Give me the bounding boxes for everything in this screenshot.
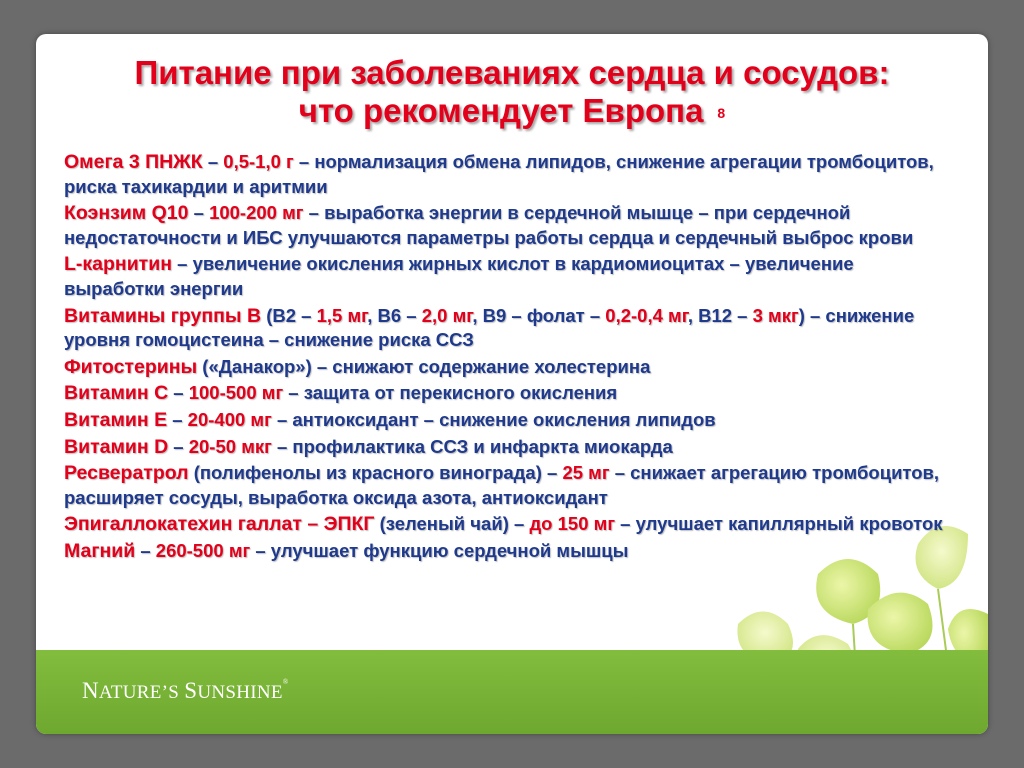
footer-band — [36, 650, 988, 734]
item-name: Витамины группы В — [64, 304, 262, 327]
list-item: Витамин С – 100-500 мг – защита от перекисного окисления — [64, 382, 618, 405]
item-description: – улучшает функцию сердечной мышцы — [250, 539, 629, 561]
recommendation-list — [64, 150, 954, 566]
title-line-2 — [36, 92, 988, 132]
list-item: Витамин Е – 20-400 мг – антиоксидант – снижение окисления липидов — [64, 408, 716, 431]
title-line-1: Питание при заболеваниях сердца и сосудов: — [134, 54, 890, 91]
slide-number: 8 — [717, 105, 726, 122]
item-dose: 20-50 мкг — [188, 435, 272, 457]
item-name: Витамин Е — [64, 408, 168, 431]
item-name: Коэнзим Q10 — [64, 202, 189, 225]
item-description: – увеличение окисления жирных кислот в кардиомиоцитах – увеличение выработки энергии — [64, 253, 854, 299]
slide-title — [36, 54, 988, 132]
item-name: L-карнитин — [64, 253, 173, 276]
list-item: Омега 3 ПНЖК – 0,5-1,0 г – нормализация обмена липидов, снижение агрегации тромбоцитов, риска тахикардии и аритмии — [64, 151, 934, 197]
item-dose: 260-500 мг — [155, 539, 251, 561]
list-item: Коэнзим Q10 – 100-200 мг – выработка энергии в сердечной мышце – при сердечной недостаточности и ИБС улучшаются параметры работы сердца и сердечный выброс крови — [64, 202, 914, 248]
item-name: Эпигаллокатехин галлат – ЭПКГ — [64, 513, 375, 536]
item-name: Фитостерины — [64, 355, 198, 378]
list-item: Эпигаллокатехин галлат – ЭПКГ (зеленый чай) – до 150 мг – улучшает капиллярный кровоток — [64, 513, 943, 536]
item-name: Магний — [64, 539, 136, 562]
list-item: Витамин D – 20-50 мкг – профилактика ССЗ и инфаркта миокарда — [64, 435, 673, 458]
item-description: – снижает агрегацию тромбоцитов, расширяет сосуды, выработка оксида азота, антиоксидант — [64, 462, 940, 508]
item-description: – защита от перекисного окисления — [283, 382, 618, 404]
item-dose: до 150 мг — [529, 513, 616, 535]
item-dose: 0,5-1,0 г — [223, 151, 294, 172]
title-line-2-text: что рекомендует Европа — [298, 92, 704, 129]
brand-logo: NATURE’S SUNSHINE® — [82, 678, 289, 703]
item-description: – выработка энергии в сердечной мышце – при сердечной недостаточности и ИБС улучшаются параметры работы сердца и сердечный выброс крови — [64, 202, 914, 248]
item-dose: 3 мкг — [752, 304, 799, 326]
item-name: Витамин D — [64, 435, 169, 458]
item-dose: 2,0 мг — [421, 304, 473, 326]
list-item: Ресвератрол (полифенолы из красного винограда) – 25 мг – снижает агрегацию тромбоцитов, расширяет сосуды, выработка оксида азота, антиоксидант — [64, 462, 940, 508]
item-dose: 25 мг — [562, 462, 610, 484]
item-dose: 0,2-0,4 мг — [605, 304, 688, 326]
item-name: Омега 3 ПНЖК — [64, 151, 203, 173]
item-description: – улучшает капиллярный кровоток — [615, 513, 943, 535]
item-dose: 1,5 мг — [316, 304, 368, 326]
item-dose: 20-400 мг — [187, 408, 272, 430]
item-description: – нормализация обмена липидов, снижение агрегации тромбоцитов, риска тахикардии и аритмии — [64, 151, 934, 197]
item-name: Витамин С — [64, 382, 169, 405]
item-dose: 100-200 мг — [209, 202, 304, 224]
slide — [36, 34, 988, 734]
item-description: («Данакор») – снижают содержание холестерина — [197, 355, 651, 377]
list-item: Витамины группы В (В2 – 1,5 мг, В6 – 2,0 мг, В9 – фолат – 0,2-0,4 мг, В12 – 3 мкг) – снижение уровня гомоцистеина – снижение риска ССЗ — [64, 304, 915, 351]
item-description: – антиоксидант – снижение окисления липидов — [271, 408, 716, 430]
list-item: Магний – 260-500 мг – улучшает функцию сердечной мышцы — [64, 539, 629, 562]
item-name: Ресвератрол — [64, 462, 189, 485]
list-item — [64, 355, 954, 380]
item-dose: 100-500 мг — [188, 382, 284, 404]
list-item — [64, 252, 954, 301]
item-description: – профилактика ССЗ и инфаркта миокарда — [271, 435, 673, 457]
